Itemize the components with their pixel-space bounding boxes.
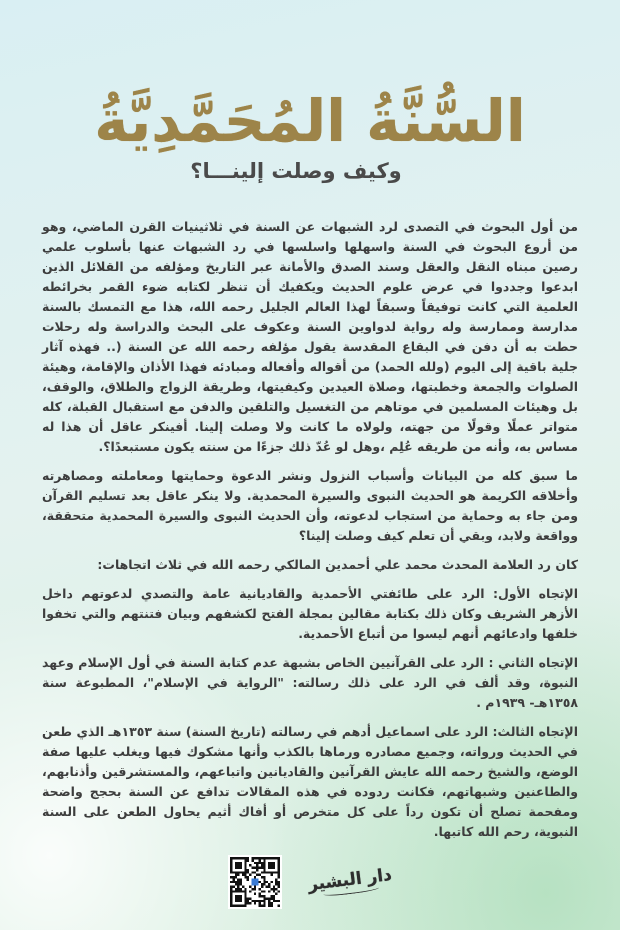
book-subtitle: وكيف وصلت إلينـــا؟ bbox=[190, 158, 402, 183]
body-paragraph: من أول البحوث في التصدى لرد الشبهات عن السنة في ثلاثينيات القرن الماضي، وهو من أروع البحوث في السنة واسهلها واسلسها في رد الشبهات عنها بأسلوب علمي رصين مبناه النقل والعقل وسند الصدق والأمانة عبر التاريخ ومؤلفه من القلائل الذين ابدعوا وجددوا في عرض علوم الحديث ويكفيك أن تنظر لكتابه ضوء القمر بخرائطه العلمية التي كانت توفيقاً وسبقاً لهذا العالم الجليل رحمه الله، هذا مع التمسك بالسنة مدارسة وممارسة وله رواية لدواوين السنة وعكوف على البحث والدراسة وله رحلات حطت به أن دفن في البقاع المقدسة يقول مؤلفه رحمه الله عن السنة (.. فهذه آثار جلية باقية إلى اليوم (ولله الحمد) من أقواله وأفعاله ومبادئه فهذا الأذان والإقامة، وهيئة الصلوات والجمعة وخطبتها، وصلاة العيدين وكيفيتها، وطريقة الزواج والطلاق، والوقف، بل وهيئات المسلمين في موتاهم من التغسيل والتلقين والدفن مع استقبال القبلة، كله متواتر عملًا وقولًا من جهته، ولولاه ما كانت ولا وصلت إلينا. أفينكر عاقل أن هذا له مساس به، وأنه من طريقه عُلِم ،وهل لو عُدّ ذلك جزءًا من سنته يكون مستبعدًا؟. bbox=[42, 218, 578, 454]
cover-description-text bbox=[42, 217, 578, 842]
body-paragraph: كان رد العلامة المحدث محمد علي أحمدين المالكي رحمه الله في ثلاث اتجاهات: bbox=[97, 556, 578, 572]
body-paragraph: الإتجاه الأول: الرد على طائفتي الأحمدية والقاديانية عامة والتصدي لدعوتهم داخل الأزهر الشريف وكان ذلك بكتابة مقالين بمجلة الفتح لكشفهم وبيان فتنتهم والتي تخفوا خلفها وادعائهم أنهم ليسوا من أتباع الأحمدية. bbox=[42, 585, 578, 641]
body-paragraph: ما سبق كله من البيانات وأسباب النزول ونشر الدعوة وحمايتها ومعاملته ومصاهرته وأخلاقه الكريمة هو الحديث النبوى والسيرة المحمدية. ولا ينكر عاقل بعد تسليم القرآن ومن جاء به وحماية من استجاب لدعوته، وأن الحديث النبوى والسيرة المحمدية متحققة، وواقعة ولابد، وبقي أن تعلم كيف وصلت إلينا؟ bbox=[42, 467, 578, 543]
footer bbox=[0, 855, 620, 909]
book-title-calligraphy: السُّنَّةُ المُحَمَّدِيَّةُ bbox=[94, 87, 526, 155]
title-block bbox=[0, 88, 620, 183]
body-paragraph: الإتجاه الثالث: الرد على اسماعيل أدهم في رسالته (تاريخ السنة) سنة ١٣٥٣هـ الذي طعن في الحديث ورواته، وجميع مصادره ورماها بالكذب وأنها مشكوك فيها ويغلب عليها صفة الوضع، والشيخ رحمه الله عايش القرآنين والقاديانين واتباعهم، والمستشرقين وأذنابهم، والطاعنين وشبهاتهم، فكانت ردوده في هذه المقالات تدافع عن السنة بحجج واضحة ومفحمة تصلح أن تكون رداً على كل متخرص أو أفاك أثيم يحاول الطعن على السنة النبوية، رحم الله كاتبها. bbox=[42, 723, 578, 839]
qr-code-icon bbox=[228, 855, 282, 909]
publisher-logo: دار البشير bbox=[307, 865, 393, 898]
body-paragraph: الإتجاه الثاني : الرد على القرآنيين الخاص بشبهة عدم كتابة السنة في أول الإسلام وعهد النبوة، وقد ألف في الرد على ذلك رسالته: "الرواية في الإسلام"، المطبوعة سنة ١٣٥٨هـ- ١٩٣٩م . bbox=[42, 654, 578, 710]
